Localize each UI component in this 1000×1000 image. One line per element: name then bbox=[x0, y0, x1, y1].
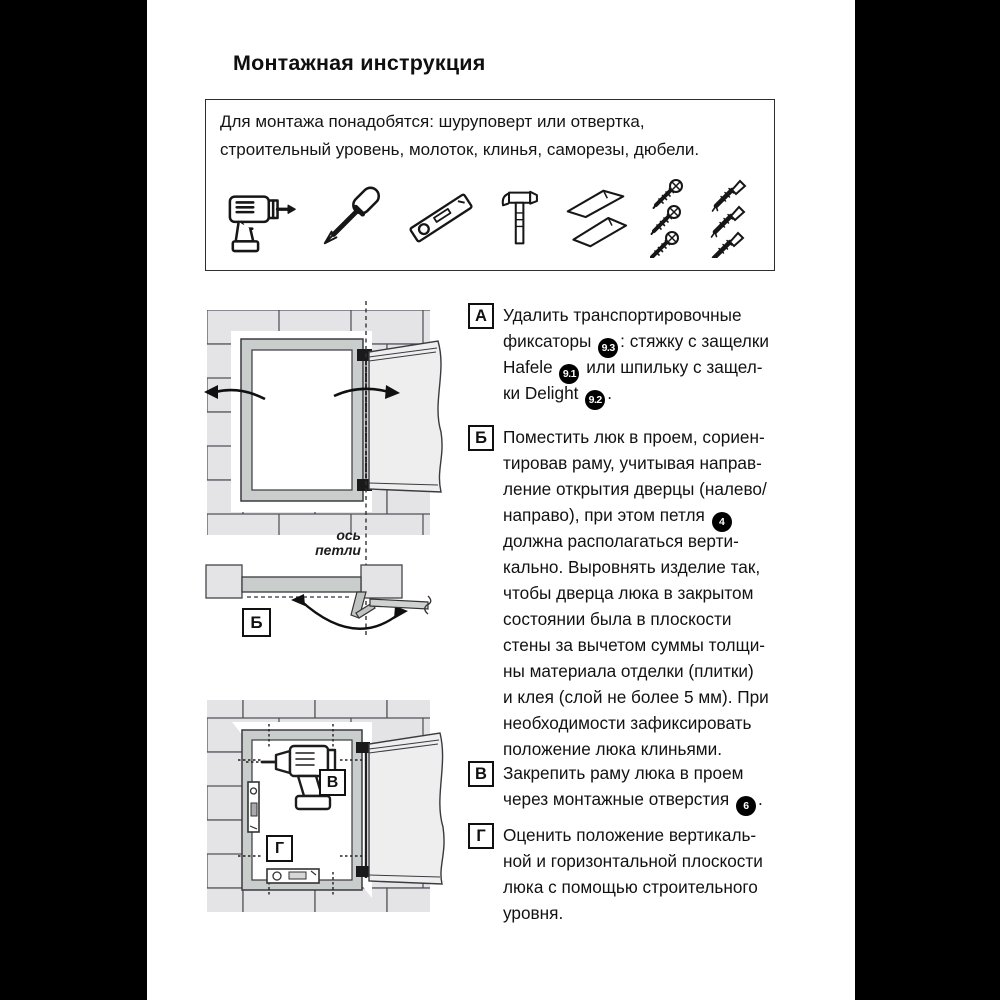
step-letter-box: А bbox=[468, 303, 494, 329]
spirit-level-icon bbox=[406, 184, 476, 252]
diagram-label-g: Г bbox=[266, 835, 293, 862]
step-text: Оценить положение вертикаль- ной и горизонтальной плоскости люка с помощью строительного уровня. bbox=[503, 825, 763, 923]
part-ref-badge: 9.1 bbox=[559, 364, 579, 384]
step-text: Поместить люк в проем, сориен- тировав раму, учитывая направ- ление открытия дверцы (налево/ направо), при этом петля 4 должна располагаться верти- кально. Выровнять изделие так, чтобы дверца люка в закрытом состоянии была в плоскости стены за вычетом суммы толщи- ны материала отделки (плитки) и клея (слой не более 5 мм). При необходимости зафиксировать положение люка клиньями. bbox=[503, 427, 769, 759]
step-Г bbox=[468, 822, 763, 926]
step-В bbox=[468, 760, 763, 812]
step-letter-box: Б bbox=[468, 425, 494, 451]
step-letter-box: Г bbox=[468, 823, 494, 849]
diagram-label-b: Б bbox=[242, 608, 271, 637]
diagram-top-view bbox=[206, 565, 431, 629]
step-text: Удалить транспортировочные фиксаторы 9.3 : стяжку с защелки Hafele 9.1 или шпильку с защел- ки Delight 9.2 . bbox=[503, 302, 769, 406]
part-ref-badge: 4 bbox=[712, 512, 732, 532]
wedges-icon bbox=[564, 185, 628, 251]
screws-icon bbox=[650, 178, 686, 258]
hinge-axis-label: ось петли bbox=[315, 527, 361, 558]
part-ref-badge: 6 bbox=[736, 796, 756, 816]
part-ref-badge: 9.2 bbox=[585, 390, 605, 410]
step-text: Закрепить раму люка в проем через монтажные отверстия 6 . bbox=[503, 760, 763, 812]
step-Б bbox=[468, 424, 769, 762]
screwdriver-icon bbox=[318, 183, 384, 253]
tools-text-line2: строительный уровень, молоток, клинья, саморезы, дюбели. bbox=[220, 140, 700, 159]
vertical-level-icon bbox=[248, 782, 259, 832]
installation-diagrams bbox=[195, 296, 455, 920]
hammer-icon bbox=[498, 182, 542, 254]
diagram-fixing-view bbox=[207, 700, 444, 912]
tools-text-line1: Для монтажа понадобятся: шуруповерт или отвертка, bbox=[220, 112, 645, 131]
part-ref-badge: 9.3 bbox=[598, 338, 618, 358]
instruction-page bbox=[147, 0, 855, 1000]
tools-icons-row bbox=[226, 174, 748, 262]
step-letter-box: В bbox=[468, 761, 494, 787]
tools-box bbox=[205, 99, 775, 271]
step-А bbox=[468, 302, 769, 406]
diagram-label-v: В bbox=[319, 769, 346, 796]
dowels-icon bbox=[708, 178, 748, 258]
horizontal-level-icon bbox=[267, 869, 319, 883]
drill-driver-icon bbox=[226, 180, 296, 256]
tools-text bbox=[220, 108, 699, 164]
page-title: Монтажная инструкция bbox=[233, 51, 486, 75]
